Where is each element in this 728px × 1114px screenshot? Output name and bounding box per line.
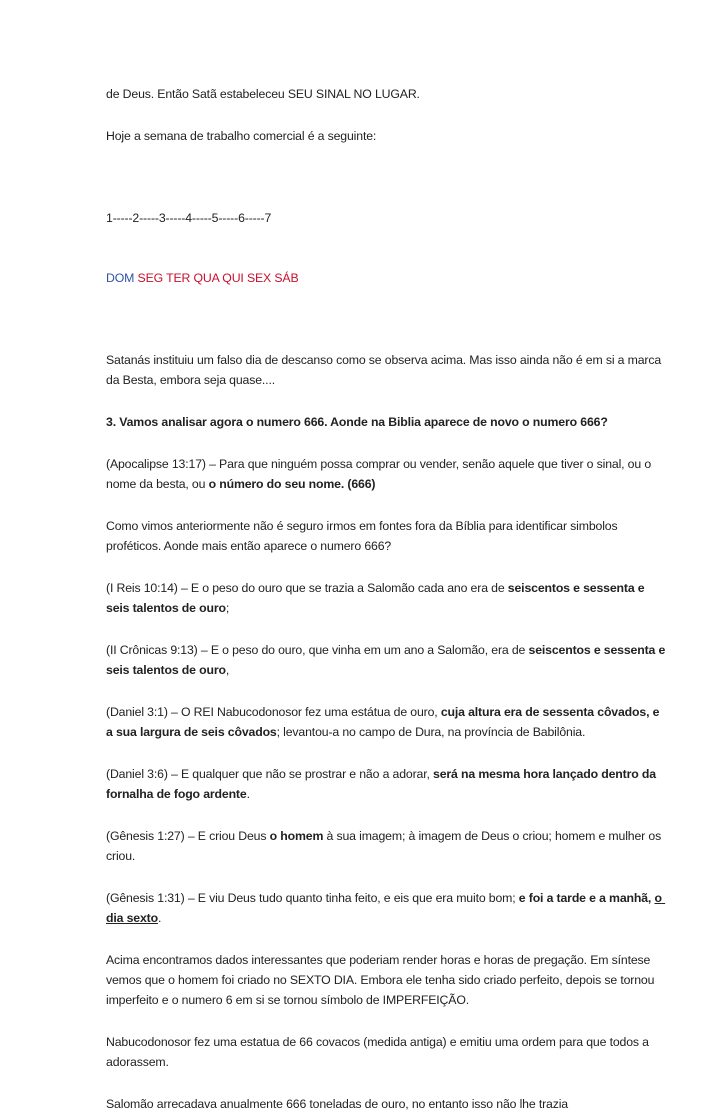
week-numbers: 1-----2-----3-----4-----5-----6-----7 [106, 211, 272, 225]
verse-emphasis: seiscentos e sessenta e seis talentos de ouro [106, 643, 669, 677]
paragraph-daniel-3-1 [106, 702, 668, 742]
verse-emphasis: o número do seu nome. (666) [208, 477, 376, 491]
paragraph-genesis-1-27 [106, 826, 668, 866]
verse-emphasis: cuja altura era de sessenta côvados, e a sua largura de seis côvados [106, 705, 663, 739]
verse-text: (Gênesis 1:31) – E viu Deus tudo quanto tinha feito, e eis que era muito bom; [106, 891, 519, 905]
verse-text: (Gênesis 1:27) – E criou Deus [106, 829, 270, 843]
verse-emphasis: seiscentos e sessenta e seis talentos de ouro [106, 581, 648, 615]
paragraph-i-reis [106, 578, 668, 618]
paragraph-sources: Como vimos anteriormente não é seguro irmos em fontes fora da Bíblia para identificar simbolos proféticos. Aonde mais então aparece o numero 666? [106, 519, 621, 553]
verse-text: (Daniel 3:6) – E qualquer que não se prostrar e não a adorar, [106, 767, 434, 781]
verse-punct: . [246, 787, 250, 801]
paragraph-genesis-1-31 [106, 888, 668, 928]
verse-text: (Daniel 3:1) – O REI Nabucodonosor fez uma estátua de ouro, [106, 705, 441, 719]
paragraph-false-rest: Satanás instituiu um falso dia de descanso como se observa acima. Mas isso ainda não é em si a marca da Besta, embora seja quase.... [106, 353, 665, 387]
paragraph-satan-sign: de Deus. Então Satã estabeleceu SEU SINAL NO LUGAR. [106, 87, 420, 101]
verse-text: (II Crônicas 9:13) – E o peso do ouro, que vinha em um ano a Salomão, era de [106, 643, 529, 657]
verse-text: (I Reis 10:14) – E o peso do ouro que se trazia a Salomão cada ano era de [106, 581, 508, 595]
paragraph-ii-cronicas [106, 640, 668, 680]
verse-punct: ; [225, 601, 230, 615]
verse-punct: . [157, 911, 162, 925]
paragraph-apocalipse [106, 454, 668, 494]
verse-punct: , [225, 663, 230, 677]
verse-emphasis: e foi a tarde e a manhã, [518, 891, 655, 905]
verse-emphasis: o homem [269, 829, 324, 843]
week-days [106, 268, 668, 288]
day-dom: DOM [106, 271, 135, 285]
paragraph-nabucodonosor: Nabucodonosor fez uma estatua de 66 covacos (medida antiga) e emitiu uma ordem para que todos a adorassem. [106, 1035, 653, 1069]
days-seg-sab: SEG TER QUA QUI SEX SÁB [134, 271, 299, 285]
paragraph-commercial-week: Hoje a semana de trabalho comercial é a seguinte: [106, 129, 377, 143]
verse-emphasis-underlined: o dia sexto [106, 891, 666, 925]
section-heading-666 [106, 412, 668, 432]
paragraph-daniel-3-6 [106, 764, 668, 804]
week-diagram [106, 168, 668, 328]
heading-text: 3. Vamos analisar agora o numero 666. Aonde na Biblia aparece de novo o numero 666? [106, 415, 608, 429]
verse-text-end: ; levantou-a no campo de Dura, na província de Babilônia. [276, 725, 586, 739]
verse-text-end: à sua imagem; à imagem de Deus o criou; homem e mulher os criou. [106, 829, 665, 863]
paragraph-salomao: Salomão arrecadava anualmente 666 toneladas de ouro, no entanto isso não lhe trazia [106, 1097, 568, 1111]
paragraph-synthesis: Acima encontramos dados interessantes que poderiam render horas e horas de pregação. Em síntese vemos que o homem foi criado no SEXTO DIA. Embora ele tenha sido criado perfeito, depois se tornou imperfeito e o numero 6 em si se tornou símbolo de IMPERFEIÇÃO. [106, 953, 658, 1007]
verse-text: (Apocalipse 13:17) – Para que ninguém possa comprar ou vender, senão aquele que tiver o sinal, ou o nome da besta, ou [106, 457, 655, 491]
verse-emphasis: será na mesma hora lançado dentro da fornalha de fogo ardente [106, 767, 660, 801]
